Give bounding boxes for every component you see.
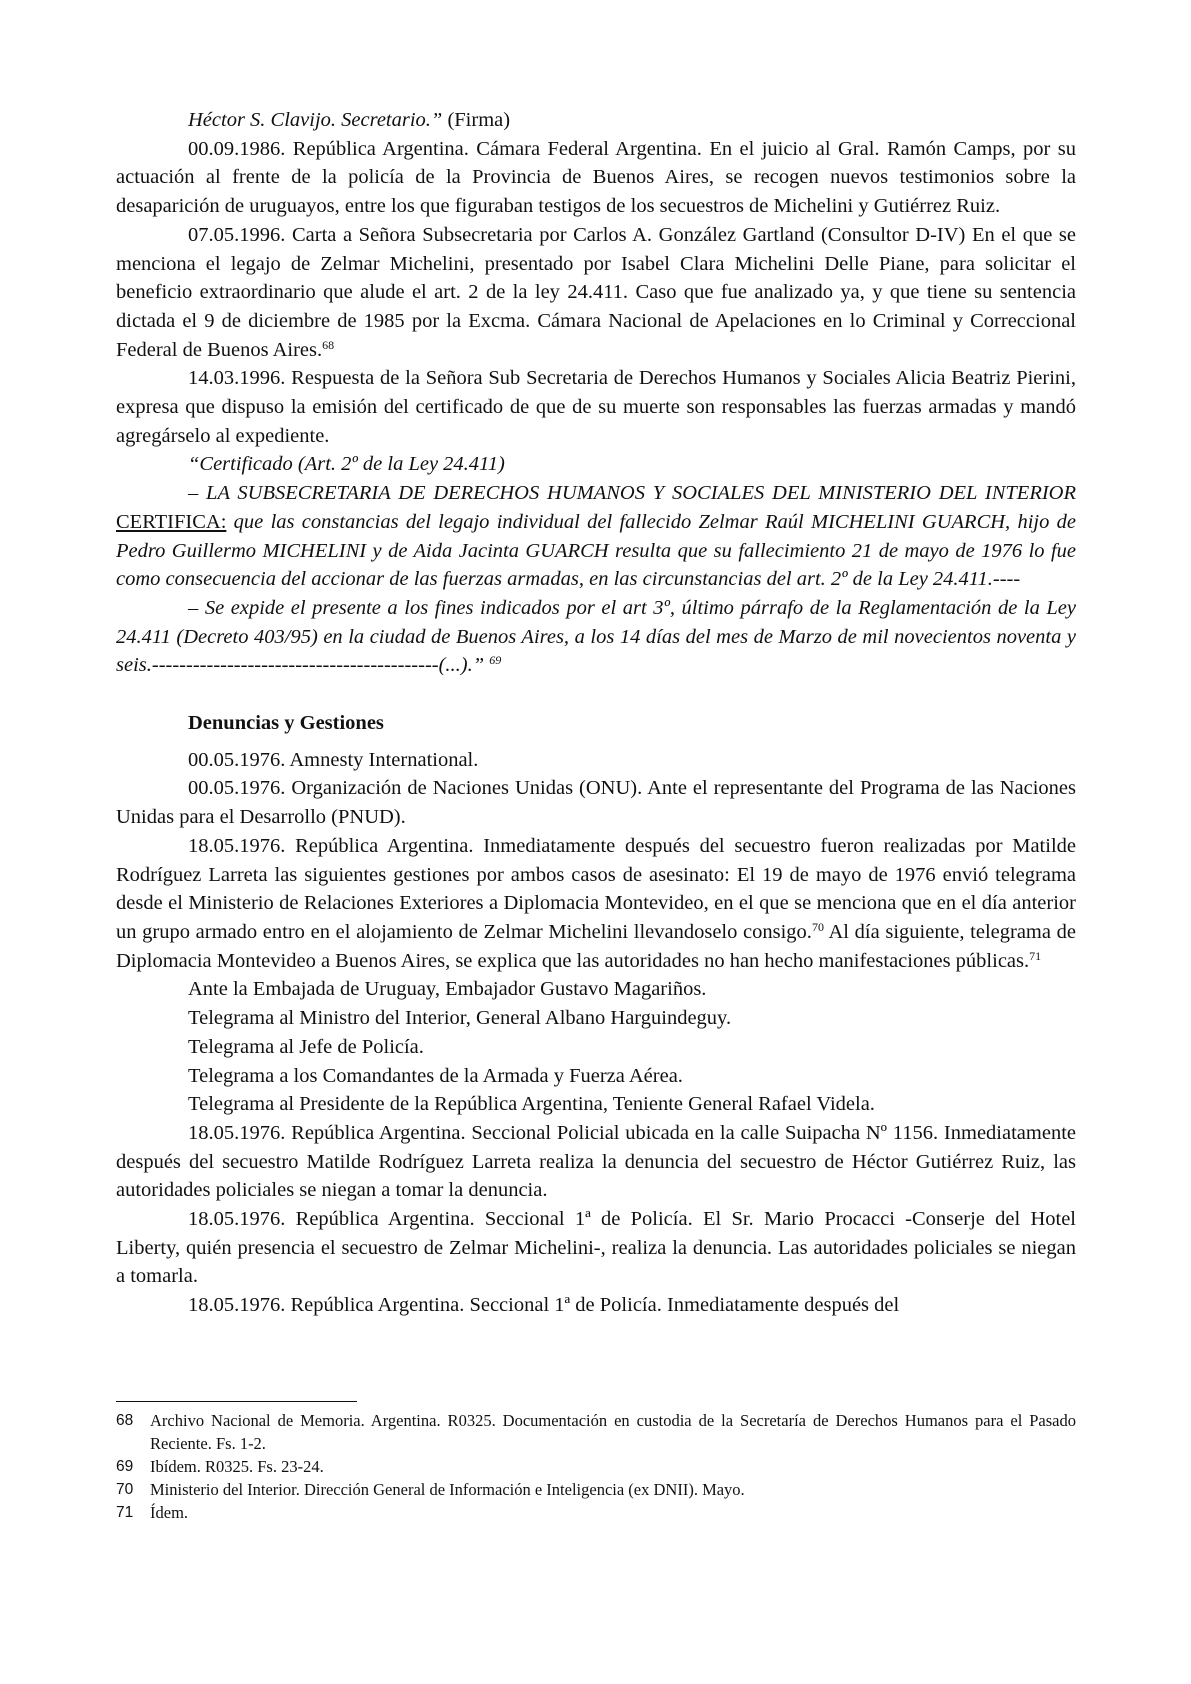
signature-paragraph: [116, 106, 1076, 135]
entry-telegrama-jefe: Telegrama al Jefe de Policía.: [188, 1035, 424, 1058]
signature-note: (Firma): [442, 109, 511, 131]
footnote: [116, 1455, 1076, 1478]
footnote: [116, 1501, 1076, 1524]
section-heading: Denuncias y Gestiones: [188, 712, 384, 735]
entry-onu: 00.05.1976. Organización de Naciones Unidas (ONU). Ante el representante del Programa de las Naciones Unidas para el Desarrollo (PNUD).: [116, 777, 1076, 829]
paragraph-text: 07.05.1996. Carta a Señora Subsecretaria por Carlos A. González Gartland (Consultor D-IV) En el que se menciona el legajo de Zelmar Michelini, presentado por Isabel Clara Michelini Delle Piane, para solicitar el beneficio extraordinario que alude el art. 2 de la ley 24.411. Caso que fue analizado ya, y que tiene su sentencia dictada el 9 de diciembre de 1985 por la Excma. Cámara Nacional de Apelaciones en lo Criminal y Correccional Federal de Buenos Aires.: [116, 223, 1076, 361]
clause-text-before: – LA SUBSECRETARIA DE DERECHOS HUMANOS Y SOCIALES DEL MINISTERIO DEL INTERIOR: [188, 482, 1076, 505]
certificate-clause-1: [116, 479, 1076, 594]
certificate-title: “Certificado (Art. 2º de la Ley 24.411): [188, 453, 505, 476]
paragraph-response-pierini: 14.03.1996. Respuesta de la Señora Sub Secretaria de Derechos Humanos y Sociales Alicia Beatriz Pierini, expresa que dispuso la emisión del certificado de que de su muerte son responsables las fuerzas armadas y mandó agregárselo al expediente.: [116, 367, 1076, 447]
footnote-ref-68: 68: [322, 337, 335, 352]
clause-text-after: que las constancias del legajo individual del fallecido Zelmar Raúl MICHELINI GUARCH, hijo de Pedro Guillermo MICHELINI y de Aida Jacinta GUARCH resulta que su fallecimiento 21 de mayo de 1976 lo fue como consecuencia del accionar de las fuerzas armadas, en las circunstancias del art. 2º de la Ley 24.411.----: [116, 510, 1076, 591]
entry-gestiones: [116, 832, 1076, 976]
footnote-number: 69: [116, 1458, 134, 1475]
paragraph-letter-subsecretaria: [116, 221, 1076, 365]
footnote-ref-69: 69: [489, 653, 502, 668]
footnote-text: Archivo Nacional de Memoria. Argentina. R0325. Documentación en custodia de la Secretaría de Derechos Humanos para el Pasado Reciente. Fs. 1-2.: [150, 1411, 1076, 1453]
entry-text-a: 18.05.1976. República Argentina. Inmediatamente después del secuestro fueron realizadas por Matilde Rodríguez Larreta las siguientes gestiones por ambos casos de asesinato: El 19 de mayo de 1976 envió telegrama desde el Ministerio de Relaciones Exteriores a Diplomacia Montevideo, en el que se menciona que en el día anterior un grupo armado entro en el alojamiento de Zelmar Michelini llevandoselo consigo.: [116, 834, 1076, 943]
clause-text: – Se expide el presente a los fines indicados por el art 3º, último párrafo de la Reglamentación de la Ley 24.411 (Decreto 403/95) en la ciudad de Buenos Aires, a los 14 días del mes de Marzo de mil novecientos noventa y seis.------------------------------------------(...).”: [116, 596, 1076, 677]
footnote-number: 68: [116, 1412, 134, 1429]
document-body: [116, 106, 1076, 1320]
entry-telegrama-ministro: Telegrama al Ministro del Interior, General Albano Harguindeguy.: [188, 1007, 732, 1030]
footnote-text: Ministerio del Interior. Dirección General de Información e Inteligencia (ex DNII). Mayo.: [150, 1480, 745, 1499]
footnote-text: Ídem.: [150, 1503, 189, 1522]
footnotes: [116, 1409, 1076, 1524]
entry-telegrama-comandantes: Telegrama a los Comandantes de la Armada y Fuerza Aérea.: [188, 1064, 683, 1087]
paragraph-camps-trial: 00.09.1986. República Argentina. Cámara Federal Argentina. En el juicio al Gral. Ramón Camps, por su actuación al frente de la policía de la Provincia de Buenos Aires, se recogen nuevos testimonios sobre la desaparición de uruguayos, entre los que figuraban testigos de los secuestros de Michelini y Gutiérrez Ruiz.: [116, 137, 1076, 218]
entry-seccional-suipacha: 18.05.1976. República Argentina. Seccional Policial ubicada en la calle Suipacha Nº 1156. Inmediatamente después del secuestro Matilde Rodríguez Larreta realiza la denuncia del secuestro de Héctor Gutiérrez Ruiz, las autoridades policiales se niegan a tomar la denuncia.: [116, 1121, 1076, 1202]
signature-name: Héctor S. Clavijo. Secretario.”: [188, 109, 443, 131]
footnote: [116, 1478, 1076, 1501]
certifica-word: CERTIFICA:: [116, 510, 227, 533]
entry-seccional-1a: 18.05.1976. República Argentina. Seccional 1ª de Policía. Inmediatamente después del: [188, 1294, 900, 1317]
footnote: [116, 1409, 1076, 1455]
footnote-ref-70: 70: [811, 919, 824, 934]
footnote-text: Ibídem. R0325. Fs. 23-24.: [150, 1457, 324, 1476]
entry-telegrama-presidente: Telegrama al Presidente de la República Argentina, Teniente General Rafael Videla.: [188, 1093, 875, 1116]
entry-seccional-1a-procacci: 18.05.1976. República Argentina. Seccional 1ª de Policía. El Sr. Mario Procacci -Conserje del Hotel Liberty, quién presencia el secuestro de Zelmar Michelini-, realiza la denuncia. Las autoridades policiales se niegan a tomarla.: [116, 1208, 1076, 1288]
entry-embajada: Ante la Embajada de Uruguay, Embajador Gustavo Magariños.: [188, 978, 707, 1001]
footnote-ref-71: 71: [1029, 948, 1042, 963]
certificate-clause-2: [116, 594, 1076, 680]
footnote-number: 70: [116, 1481, 134, 1498]
entry-text-b: Al día siguiente, telegrama de Diplomacia Montevideo a Buenos Aires, se explica que las autoridades no han hecho manifestaciones públicas.: [116, 920, 1076, 972]
footnote-number: 71: [116, 1504, 134, 1521]
entry-amnesty: 00.05.1976. Amnesty International.: [188, 748, 479, 771]
footnote-separator: [116, 1401, 357, 1402]
